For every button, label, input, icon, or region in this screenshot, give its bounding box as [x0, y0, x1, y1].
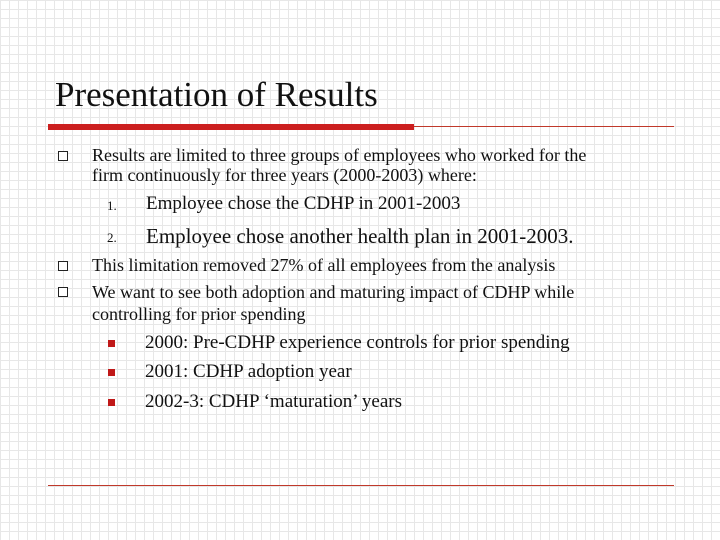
- bullet-2-line-1: This limitation removed 27% of all employees from the analysis: [92, 255, 556, 275]
- filled-red-square-icon: [108, 399, 115, 406]
- filled-red-square-icon: [108, 340, 115, 347]
- numbered-item-1-number: 1.: [107, 198, 117, 213]
- title-divider-accent: [48, 124, 414, 130]
- subitem-3-text: 2002-3: CDHP ‘maturation’ years: [145, 391, 402, 412]
- hollow-square-icon: [58, 287, 68, 297]
- bullet-1-line-2: firm continuously for three years (2000-2003) where:: [92, 165, 477, 185]
- hollow-square-icon: [58, 261, 68, 271]
- numbered-item-1-text: Employee chose the CDHP in 2001-2003: [146, 193, 461, 214]
- bullet-1-line-1: Results are limited to three groups of employees who worked for the: [92, 145, 587, 165]
- subitem-1-text: 2000: Pre-CDHP experience controls for prior spending: [145, 332, 570, 353]
- filled-red-square-icon: [108, 369, 115, 376]
- slide-title: Presentation of Results: [55, 75, 378, 114]
- numbered-item-2-text: Employee chose another health plan in 2001-2003.: [146, 224, 574, 248]
- bullet-3-line-1: We want to see both adoption and maturing impact of CDHP while: [92, 282, 575, 302]
- numbered-item-2-number: 2.: [107, 230, 117, 245]
- subitem-2-text: 2001: CDHP adoption year: [145, 361, 352, 382]
- hollow-square-icon: [58, 151, 68, 161]
- bullet-3-line-2: controlling for prior spending: [92, 304, 306, 324]
- footer-divider: [48, 485, 674, 486]
